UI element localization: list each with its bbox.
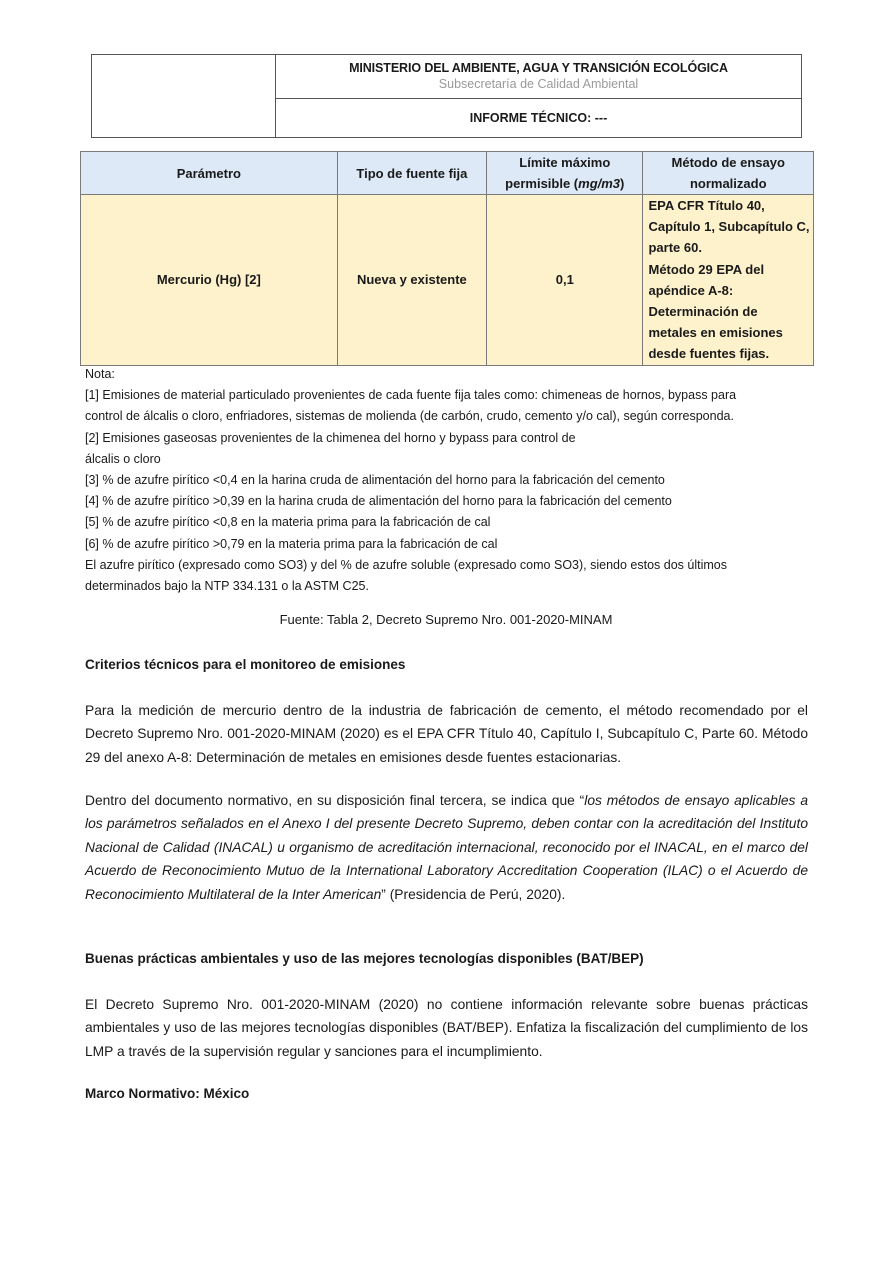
- note-line: [5] % de azufre pirítico <0,8 en la materia prima para la fabricación de cal: [85, 515, 491, 530]
- cell-parametro: Mercurio (Hg) [2]: [81, 195, 338, 366]
- note-line: [4] % de azufre pirítico >0,39 en la harina cruda de alimentación del horno para la fabricación del cemento: [85, 494, 672, 509]
- note-line: álcalis o cloro: [85, 451, 161, 466]
- header-parametro: Parámetro: [81, 152, 338, 195]
- note-line: [2] Emisiones gaseosas provenientes de la chimenea del horno y bypass para control de: [85, 430, 576, 445]
- header-limite: Límite máximo permisible (mg/m3): [487, 152, 643, 195]
- emission-limits-table: [80, 151, 814, 366]
- note-line: El azufre pirítico (expresado como SO3) y del % de azufre soluble (expresado como SO3), siendo estos dos últimos: [85, 557, 727, 572]
- cell-tipo: Nueva y existente: [337, 195, 486, 366]
- document-header: [91, 54, 802, 138]
- header-tipo-fuente: Tipo de fuente fija: [337, 152, 486, 195]
- heading-marco-mexico: Marco Normativo: México: [85, 1086, 250, 1101]
- table-source-caption: Fuente: Tabla 2, Decreto Supremo Nro. 001-2020-MINAM: [279, 612, 613, 627]
- note-line: [3] % de azufre pirítico <0,4 en la harina cruda de alimentación del horno para la fabricación del cemento: [85, 473, 665, 488]
- cell-limite: 0,1: [487, 195, 643, 366]
- header-metodo: Método de ensayo normalizado: [643, 152, 814, 195]
- paragraph-bat-bep: El Decreto Supremo Nro. 001-2020-MINAM (2020) no contiene información relevante sobre buenas prácticas ambientales y uso de las mejores tecnologías disponibles (BAT/BEP). Enfatiza la fiscalización del cumplimiento de los LMP a través de la supervisión regular y sanciones para el incumplimiento.: [85, 997, 808, 1059]
- legal-quote: los métodos de ensayo aplicables a los parámetros señalados en el Anexo I del presente Decreto Supremo, deben contar con la acreditación del Instituto Nacional de Calidad (INACAL) u organismo de acreditación internacional, reconocido por el INACAL, en el marco del Acuerdo de Reconocimiento Mutuo de la International Laboratory Accreditation Cooperation (ILAC) o el Acuerdo de Reconocimiento Multilateral de la Inter American: [85, 793, 808, 902]
- table-notes: [85, 364, 815, 597]
- note-line: [6] % de azufre pirítico >0,79 en la materia prima para la fabricación de cal: [85, 536, 498, 551]
- logo-placeholder: [92, 55, 276, 137]
- note-line: [1] Emisiones de material particulado provenientes de cada fuente fija tales como: chimeneas de hornos, bypass para: [85, 388, 737, 403]
- header-report-cell: [276, 99, 801, 137]
- note-line: control de álcalis o cloro, enfriadores, sistemas de molienda (de carbón, crudo, cemento y/o cal), según corresponda.: [85, 409, 734, 424]
- note-line: determinados bajo la NTP 334.131 o la ASTM C25.: [85, 579, 369, 594]
- paragraph-criterios-2: Dentro del documento normativo, en su disposición final tercera, se indica que “los métodos de ensayo aplicables a los parámetros señalados en el Anexo I del presente Decreto Supremo, deben contar con la acreditación del Instituto Nacional de Calidad (INACAL) u organismo de acreditación internacional, reconocido por el INACAL, en el marco del Acuerdo de Reconocimiento Mutuo de la International Laboratory Accreditation Cooperation (ILAC) o el Acuerdo de Reconocimiento Multilateral de la Inter American” (Presidencia de Perú, 2020).: [85, 793, 808, 902]
- table-header-row: [81, 152, 814, 195]
- header-title-cell: [276, 55, 801, 99]
- notes-label: Nota:: [85, 367, 115, 381]
- subsecretariat-subtitle: Subsecretaría de Calidad Ambiental: [438, 77, 639, 91]
- heading-bat-bep: Buenas prácticas ambientales y uso de las mejores tecnologías disponibles (BAT/BEP): [85, 951, 644, 966]
- ministry-title: MINISTERIO DEL AMBIENTE, AGUA Y TRANSICIÓN ECOLÓGICA: [349, 61, 728, 75]
- table-row: [81, 195, 814, 366]
- paragraph-criterios-1: Para la medición de mercurio dentro de la industria de fabricación de cemento, el método recomendado por el Decreto Supremo Nro. 001-2020-MINAM (2020) es el EPA CFR Título 40, Capítulo I, Subcapítulo C, Parte 60. Método 29 del anexo A-8: Determinación de metales en emisiones desde fuentes estacionarias.: [85, 703, 808, 765]
- heading-criterios: Criterios técnicos para el monitoreo de emisiones: [85, 657, 406, 672]
- report-title: INFORME TÉCNICO: ---: [469, 111, 608, 125]
- unit-label: mg/m3: [578, 176, 621, 191]
- cell-metodo: EPA CFR Título 40, Capítulo 1, Subcapítulo C, parte 60. Método 29 EPA del apéndice A-8: Determinación de metales en emisiones desde fuentes fijas.: [643, 195, 814, 366]
